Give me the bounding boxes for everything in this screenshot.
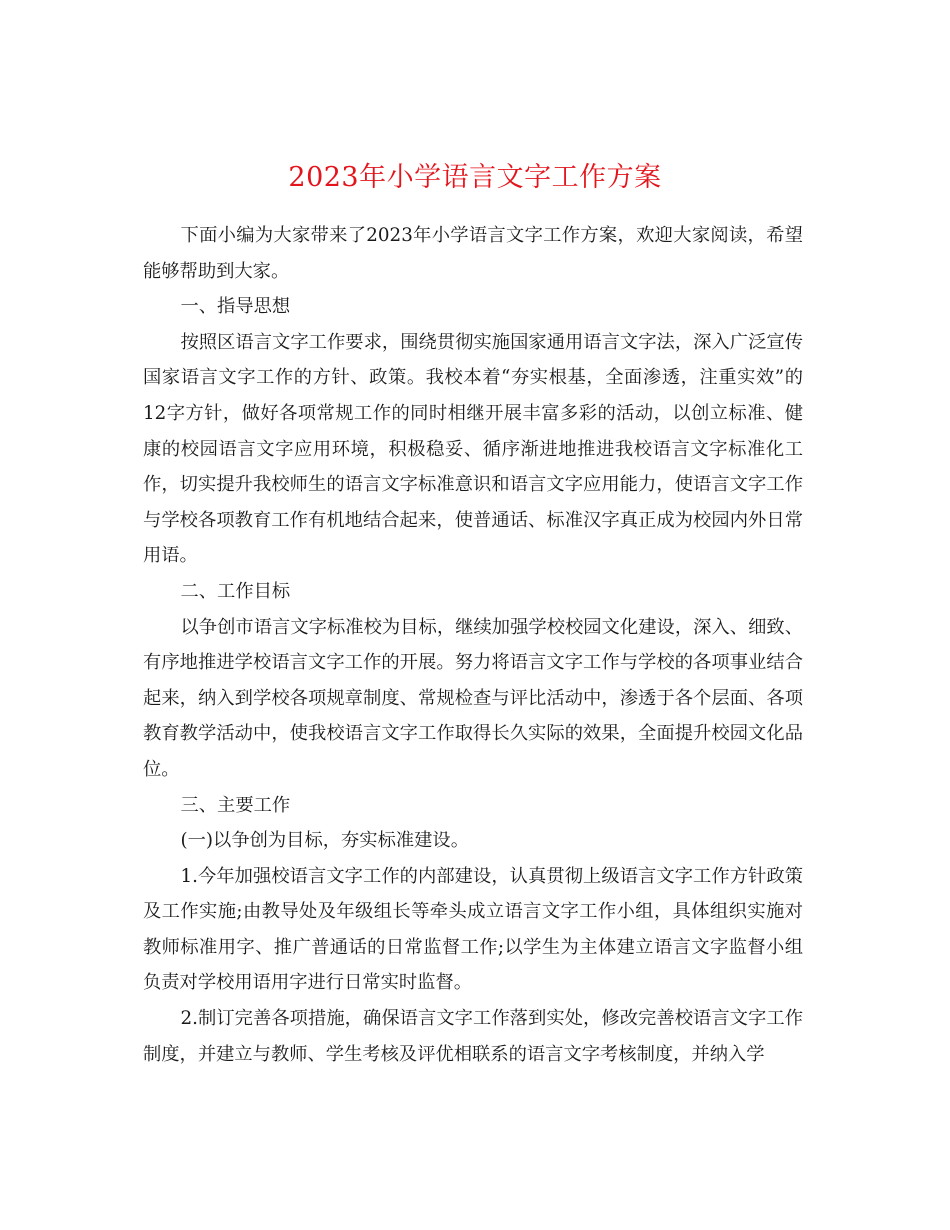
section-heading-main-work: 三、主要工作: [180, 794, 291, 816]
intro-paragraph: 下面小编为大家带来了2023年小学语言文字工作方案，欢迎大家阅读，希望能够帮助到大家。: [143, 225, 803, 282]
work-goals-paragraph: 以争创市语言文字标准校为目标，继续加强学校校园文化建设，深入、细致、有序地推进学校语言文字工作的开展。努力将语言文字工作与学校的各项事业结合起来，纳入到学校各项规章制度、常规检查与评比活动中，渗透于各个层面、各项教育教学活动中，使我校语言文字工作取得长久实际的效果，全面提升校园文化品位。: [143, 616, 803, 780]
subsection-heading-1: (一)以争创为目标，夯实标准建设。: [180, 830, 469, 852]
item-1-paragraph: 1.今年加强校语言文字工作的内部建设，认真贯彻上级语言文字工作方针政策及工作实施;由教导处及年级组长等牵头成立语言文字工作小组，具体组织实施对教师标准用字、推广普通话的日常监督工作;以学生为主体建立语言文字监督小组负责对学校用语用字进行日常实时监督。: [143, 865, 803, 994]
guiding-thought-paragraph: 按照区语言文字工作要求，围绕贯彻实施国家通用语言文字法，深入广泛宣传国家语言文字工作的方针、政策。我校本着“夯实根基，全面渗透，注重实效”的12字方针，做好各项常规工作的同时相继开展丰富多彩的活动，以创立标准、健康的校园语言文字应用环境，积极稳妥、循序渐进地推进我校语言文字标准化工作，切实提升我校师生的语言文字标准意识和语言文字应用能力，使语言文字工作与学校各项教育工作有机地结合起来，使普通话、标准汉字真正成为校园内外日常用语。: [143, 331, 803, 567]
section-heading-guiding-thought: 一、指导思想: [180, 296, 291, 318]
document-title: 2023年小学语言文字工作方案: [288, 162, 662, 194]
item-2-paragraph: 2.制订完善各项措施，确保语言文字工作落到实处，修改完善校语言文字工作制度，并建立与教师、学生考核及评优相联系的语言文字考核制度，并纳入学: [143, 1008, 803, 1065]
section-heading-work-goals: 二、工作目标: [180, 580, 291, 602]
document-body: [143, 218, 803, 1072]
